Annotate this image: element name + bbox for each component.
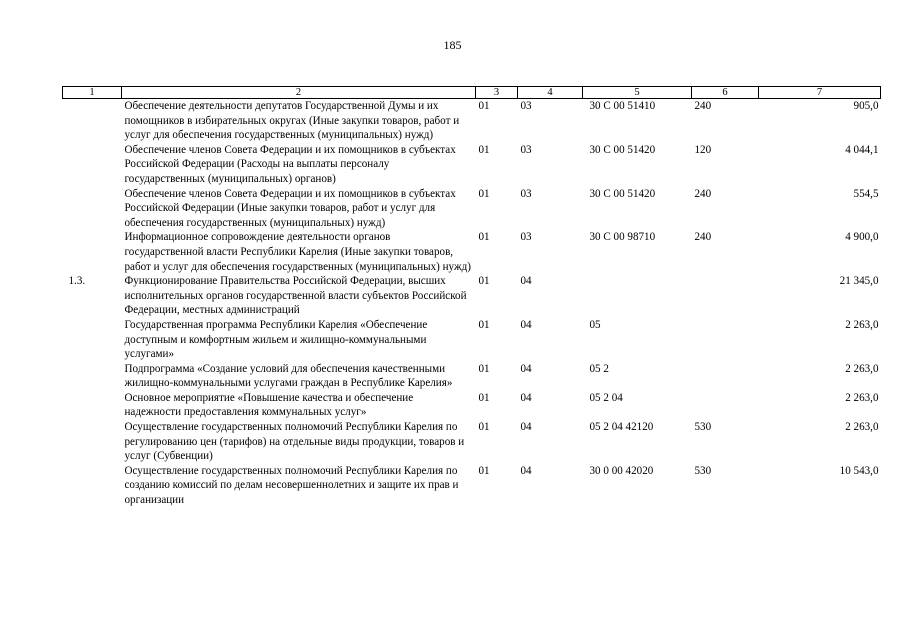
row-expense-type: 240 <box>694 187 712 200</box>
row-target-code: 30 С 00 51420 <box>589 143 656 156</box>
row-amount: 905,0 <box>853 100 879 112</box>
row-expense-type <box>692 362 759 391</box>
row-subsection: 03 <box>520 231 532 244</box>
row-section: 01 <box>478 100 490 112</box>
row-number: 1.3. <box>68 275 86 288</box>
row-amount: 2 263,0 <box>845 318 879 331</box>
row-name: Обеспечение членов Совета Федерации и их помощников в субъектах Российской Федерации (Иные закупки товаров, работ и услуг для обеспечения государственных (муниципальных) нужд) <box>124 187 456 229</box>
row-amount: 2 263,0 <box>845 421 879 434</box>
row-amount: 2 263,0 <box>845 362 879 375</box>
row-number <box>63 362 122 391</box>
column-header-4: 4 <box>518 87 583 99</box>
row-number <box>63 230 122 274</box>
row-amount: 4 900,0 <box>845 231 879 244</box>
budget-table <box>62 86 881 508</box>
column-header-1: 1 <box>63 87 122 99</box>
row-name: Осуществление государственных полномочий Республики Карелия по созданию комиссий по делам несовершеннолетних и защите их прав и организации <box>124 464 459 507</box>
row-number <box>63 99 122 143</box>
table-header-row <box>63 87 881 99</box>
table-row <box>63 143 881 187</box>
column-header-7: 7 <box>759 87 881 99</box>
row-name: Функционирование Правительства Российской Федерации, высших исполнительных органов государственной власти субъектов Российской Федерации, местных администраций <box>124 275 467 317</box>
row-expense-type: 530 <box>694 421 712 434</box>
row-target-code: 30 0 00 42020 <box>589 464 654 477</box>
page-number: 185 <box>443 38 462 52</box>
row-amount: 10 543,0 <box>839 464 879 477</box>
row-name: Подпрограмма «Создание условий для обеспечения качественными жилищно-коммунальными услугами граждан в Республике Карелия» <box>124 362 453 390</box>
row-subsection: 04 <box>520 464 532 477</box>
row-name: Обеспечение членов Совета Федерации и их помощников в субъектах Российской Федерации (Расходы на выплаты персоналу государственных (муниципальных) органов) <box>124 143 456 185</box>
row-name: Основное мероприятие «Повышение качества и обеспечение надежности предоставления коммунальных услуг» <box>124 391 414 419</box>
row-expense-type: 120 <box>694 143 712 156</box>
row-section: 01 <box>478 362 490 375</box>
row-number <box>63 318 122 362</box>
row-name: Обеспечение деятельности депутатов Государственной Думы и их помощников в избирательных округах (Иные закупки товаров, работ и услуг для обеспечения государственных (муниципальных) нужд) <box>124 100 460 142</box>
row-amount: 554,5 <box>853 187 879 200</box>
row-expense-type <box>692 318 759 362</box>
column-header-3: 3 <box>476 87 518 99</box>
row-target-code: 05 <box>589 318 601 331</box>
row-target-code: 30 С 00 51420 <box>589 187 656 200</box>
row-section: 01 <box>478 421 490 434</box>
row-section: 01 <box>478 231 490 244</box>
row-section: 01 <box>478 464 490 477</box>
row-number <box>63 464 122 508</box>
table-row <box>63 318 881 362</box>
table-row <box>63 464 881 508</box>
row-target-code: 05 2 04 <box>589 391 623 404</box>
column-header-5: 5 <box>583 87 692 99</box>
table-row <box>63 391 881 420</box>
table-row <box>63 230 881 274</box>
row-section: 01 <box>478 143 490 156</box>
table-row <box>63 187 881 231</box>
table-row <box>63 274 881 318</box>
column-header-6: 6 <box>692 87 759 99</box>
row-target-code: 05 2 <box>589 362 609 375</box>
table-row <box>63 362 881 391</box>
row-amount: 4 044,1 <box>845 143 879 156</box>
row-subsection: 04 <box>520 318 532 331</box>
row-subsection: 03 <box>520 187 532 200</box>
row-number <box>63 143 122 187</box>
row-number <box>63 420 122 464</box>
row-subsection: 03 <box>520 143 532 156</box>
row-subsection: 04 <box>520 362 532 375</box>
row-target-code: 05 2 04 42120 <box>589 421 654 434</box>
row-expense-type: 530 <box>694 464 712 477</box>
row-number <box>63 187 122 231</box>
row-name: Государственная программа Республики Карелия «Обеспечение доступным и комфортным жильем и жилищно-коммунальными услугами» <box>124 318 428 361</box>
column-header-2: 2 <box>122 87 476 99</box>
row-subsection: 04 <box>520 391 532 404</box>
row-expense-type: 240 <box>694 231 712 244</box>
row-target-code <box>583 274 692 318</box>
row-name: Осуществление государственных полномочий Республики Карелия по регулированию цен (тарифов) на отдельные виды продукции, товаров и услуг (Субвенции) <box>124 421 465 463</box>
row-section: 01 <box>478 275 490 288</box>
row-amount: 21 345,0 <box>839 275 879 288</box>
row-section: 01 <box>478 187 490 200</box>
row-subsection: 04 <box>520 421 532 434</box>
row-section: 01 <box>478 318 490 331</box>
row-expense-type <box>692 274 759 318</box>
table-row <box>63 99 881 143</box>
row-number <box>63 391 122 420</box>
table-row <box>63 420 881 464</box>
row-name: Информационное сопровождение деятельности органов государственной власти Республики Карелия (Иные закупки товаров, работ и услуг для обеспечения государственных (муниципальных) нужд) <box>124 231 471 273</box>
row-expense-type: 240 <box>694 100 712 112</box>
row-expense-type <box>692 391 759 420</box>
row-section: 01 <box>478 391 490 404</box>
row-target-code: 30 С 00 51410 <box>589 100 656 112</box>
row-amount: 2 263,0 <box>845 391 879 404</box>
row-subsection: 04 <box>520 275 532 288</box>
row-subsection: 03 <box>520 100 532 112</box>
row-target-code: 30 С 00 98710 <box>589 231 656 244</box>
